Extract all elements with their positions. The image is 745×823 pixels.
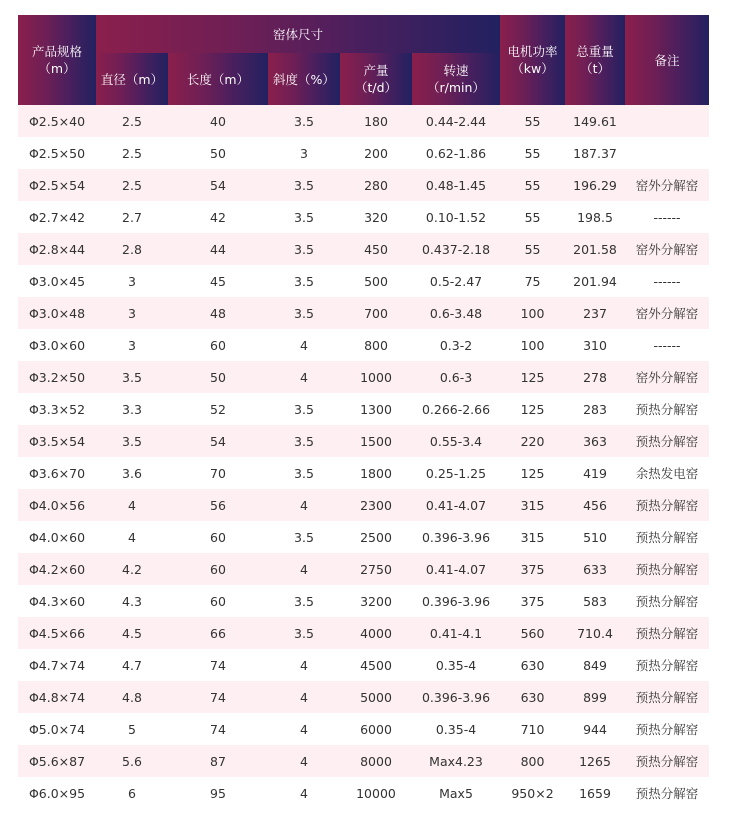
cell-diameter: 6 bbox=[96, 777, 168, 809]
cell-length: 48 bbox=[168, 297, 268, 329]
cell-spec: Φ3.0×48 bbox=[18, 297, 96, 329]
cell-weight: 363 bbox=[565, 425, 625, 457]
cell-power: 55 bbox=[500, 137, 565, 169]
cell-weight: 1265 bbox=[565, 745, 625, 777]
header-weight: 总重量 （t） bbox=[565, 15, 625, 105]
table-body bbox=[18, 105, 709, 809]
cell-spec: Φ3.5×54 bbox=[18, 425, 96, 457]
cell-weight: 187.37 bbox=[565, 137, 625, 169]
cell-power: 100 bbox=[500, 329, 565, 361]
cell-capacity: 8000 bbox=[340, 745, 412, 777]
cell-spec: Φ4.8×74 bbox=[18, 681, 96, 713]
table-header bbox=[18, 15, 709, 105]
cell-length: 50 bbox=[168, 137, 268, 169]
cell-weight: 278 bbox=[565, 361, 625, 393]
cell-capacity: 1500 bbox=[340, 425, 412, 457]
cell-weight: 710.4 bbox=[565, 617, 625, 649]
cell-length: 60 bbox=[168, 329, 268, 361]
cell-remark: 预热分解窑 bbox=[625, 777, 709, 809]
cell-weight: 310 bbox=[565, 329, 625, 361]
cell-speed: Max5 bbox=[412, 777, 500, 809]
cell-speed: 0.437-2.18 bbox=[412, 233, 500, 265]
cell-diameter: 3 bbox=[96, 265, 168, 297]
cell-weight: 237 bbox=[565, 297, 625, 329]
header-power: 电机功率 （kw） bbox=[500, 15, 565, 105]
cell-weight: 201.58 bbox=[565, 233, 625, 265]
cell-diameter: 2.5 bbox=[96, 137, 168, 169]
cell-remark bbox=[625, 105, 709, 137]
cell-weight: 419 bbox=[565, 457, 625, 489]
cell-power: 55 bbox=[500, 169, 565, 201]
table-row bbox=[18, 681, 709, 713]
cell-spec: Φ2.5×50 bbox=[18, 137, 96, 169]
cell-capacity: 280 bbox=[340, 169, 412, 201]
cell-remark: 预热分解窑 bbox=[625, 617, 709, 649]
cell-capacity: 700 bbox=[340, 297, 412, 329]
cell-speed: 0.396-3.96 bbox=[412, 585, 500, 617]
cell-diameter: 4.5 bbox=[96, 617, 168, 649]
cell-slope: 3.5 bbox=[268, 521, 340, 553]
cell-spec: Φ4.0×60 bbox=[18, 521, 96, 553]
cell-slope: 4 bbox=[268, 777, 340, 809]
cell-speed: 0.35-4 bbox=[412, 713, 500, 745]
table-row bbox=[18, 457, 709, 489]
cell-slope: 4 bbox=[268, 649, 340, 681]
cell-capacity: 4000 bbox=[340, 617, 412, 649]
cell-weight: 849 bbox=[565, 649, 625, 681]
cell-capacity: 2300 bbox=[340, 489, 412, 521]
cell-length: 56 bbox=[168, 489, 268, 521]
cell-length: 44 bbox=[168, 233, 268, 265]
cell-spec: Φ4.0×56 bbox=[18, 489, 96, 521]
cell-slope: 3.5 bbox=[268, 265, 340, 297]
cell-diameter: 4 bbox=[96, 521, 168, 553]
header-spec: 产品规格 （m） bbox=[18, 15, 96, 105]
header-slope: 斜度（%） bbox=[268, 53, 340, 105]
cell-weight: 201.94 bbox=[565, 265, 625, 297]
cell-remark: 窑外分解窑 bbox=[625, 233, 709, 265]
cell-capacity: 1800 bbox=[340, 457, 412, 489]
cell-capacity: 3200 bbox=[340, 585, 412, 617]
cell-speed: 0.35-4 bbox=[412, 649, 500, 681]
cell-spec: Φ6.0×95 bbox=[18, 777, 96, 809]
cell-spec: Φ2.5×40 bbox=[18, 105, 96, 137]
cell-speed: 0.48-1.45 bbox=[412, 169, 500, 201]
cell-slope: 3.5 bbox=[268, 105, 340, 137]
table-row bbox=[18, 137, 709, 169]
cell-slope: 4 bbox=[268, 713, 340, 745]
header-diameter: 直径（m） bbox=[96, 53, 168, 105]
cell-slope: 3.5 bbox=[268, 393, 340, 425]
cell-power: 710 bbox=[500, 713, 565, 745]
cell-weight: 510 bbox=[565, 521, 625, 553]
cell-weight: 633 bbox=[565, 553, 625, 585]
cell-length: 45 bbox=[168, 265, 268, 297]
cell-diameter: 3.5 bbox=[96, 361, 168, 393]
cell-slope: 3.5 bbox=[268, 201, 340, 233]
header-capacity: 产量 （t/d） bbox=[340, 53, 412, 105]
cell-spec: Φ2.8×44 bbox=[18, 233, 96, 265]
cell-diameter: 5 bbox=[96, 713, 168, 745]
cell-capacity: 200 bbox=[340, 137, 412, 169]
cell-slope: 3.5 bbox=[268, 425, 340, 457]
cell-diameter: 3 bbox=[96, 297, 168, 329]
cell-slope: 3.5 bbox=[268, 457, 340, 489]
cell-weight: 198.5 bbox=[565, 201, 625, 233]
header-kiln-size: 窑体尺寸 bbox=[96, 15, 500, 53]
cell-speed: 0.6-3 bbox=[412, 361, 500, 393]
cell-length: 60 bbox=[168, 553, 268, 585]
cell-capacity: 500 bbox=[340, 265, 412, 297]
table-row bbox=[18, 489, 709, 521]
cell-length: 54 bbox=[168, 169, 268, 201]
header-remark: 备注 bbox=[625, 15, 709, 105]
cell-speed: 0.6-3.48 bbox=[412, 297, 500, 329]
cell-weight: 1659 bbox=[565, 777, 625, 809]
cell-diameter: 3.6 bbox=[96, 457, 168, 489]
cell-speed: 0.396-3.96 bbox=[412, 521, 500, 553]
cell-slope: 4 bbox=[268, 745, 340, 777]
cell-capacity: 6000 bbox=[340, 713, 412, 745]
cell-remark: 预热分解窑 bbox=[625, 425, 709, 457]
cell-power: 315 bbox=[500, 489, 565, 521]
cell-speed: 0.44-2.44 bbox=[412, 105, 500, 137]
cell-remark: 预热分解窑 bbox=[625, 649, 709, 681]
table-row bbox=[18, 585, 709, 617]
cell-weight: 899 bbox=[565, 681, 625, 713]
cell-power: 560 bbox=[500, 617, 565, 649]
cell-diameter: 4.7 bbox=[96, 649, 168, 681]
cell-speed: 0.55-3.4 bbox=[412, 425, 500, 457]
cell-speed: 0.25-1.25 bbox=[412, 457, 500, 489]
cell-capacity: 1300 bbox=[340, 393, 412, 425]
cell-power: 125 bbox=[500, 457, 565, 489]
cell-power: 950×2 bbox=[500, 777, 565, 809]
cell-capacity: 4500 bbox=[340, 649, 412, 681]
cell-slope: 3.5 bbox=[268, 617, 340, 649]
cell-length: 66 bbox=[168, 617, 268, 649]
table-row bbox=[18, 777, 709, 809]
table-row bbox=[18, 361, 709, 393]
cell-capacity: 800 bbox=[340, 329, 412, 361]
cell-power: 315 bbox=[500, 521, 565, 553]
cell-length: 70 bbox=[168, 457, 268, 489]
cell-diameter: 2.7 bbox=[96, 201, 168, 233]
cell-power: 125 bbox=[500, 361, 565, 393]
cell-length: 95 bbox=[168, 777, 268, 809]
cell-capacity: 1000 bbox=[340, 361, 412, 393]
cell-diameter: 4.3 bbox=[96, 585, 168, 617]
cell-spec: Φ4.2×60 bbox=[18, 553, 96, 585]
cell-speed: 0.10-1.52 bbox=[412, 201, 500, 233]
cell-length: 42 bbox=[168, 201, 268, 233]
cell-spec: Φ4.3×60 bbox=[18, 585, 96, 617]
cell-weight: 283 bbox=[565, 393, 625, 425]
cell-power: 375 bbox=[500, 585, 565, 617]
cell-diameter: 3.5 bbox=[96, 425, 168, 457]
cell-power: 630 bbox=[500, 649, 565, 681]
cell-slope: 3.5 bbox=[268, 233, 340, 265]
cell-length: 40 bbox=[168, 105, 268, 137]
cell-spec: Φ2.5×54 bbox=[18, 169, 96, 201]
cell-diameter: 2.8 bbox=[96, 233, 168, 265]
cell-speed: 0.41-4.1 bbox=[412, 617, 500, 649]
cell-capacity: 180 bbox=[340, 105, 412, 137]
table-row bbox=[18, 745, 709, 777]
cell-diameter: 4.2 bbox=[96, 553, 168, 585]
cell-length: 50 bbox=[168, 361, 268, 393]
cell-slope: 4 bbox=[268, 553, 340, 585]
cell-power: 100 bbox=[500, 297, 565, 329]
table-row bbox=[18, 521, 709, 553]
cell-spec: Φ3.0×60 bbox=[18, 329, 96, 361]
cell-weight: 456 bbox=[565, 489, 625, 521]
cell-length: 52 bbox=[168, 393, 268, 425]
cell-length: 74 bbox=[168, 681, 268, 713]
cell-weight: 944 bbox=[565, 713, 625, 745]
cell-remark: 余热发电窑 bbox=[625, 457, 709, 489]
header-length: 长度（m） bbox=[168, 53, 268, 105]
cell-remark: 预热分解窑 bbox=[625, 521, 709, 553]
cell-capacity: 320 bbox=[340, 201, 412, 233]
cell-remark: 窑外分解窑 bbox=[625, 297, 709, 329]
rotary-kiln-spec-table bbox=[18, 15, 709, 809]
cell-spec: Φ4.7×74 bbox=[18, 649, 96, 681]
cell-remark: 预热分解窑 bbox=[625, 713, 709, 745]
table-row bbox=[18, 265, 709, 297]
cell-spec: Φ5.0×74 bbox=[18, 713, 96, 745]
table-row bbox=[18, 297, 709, 329]
table-row bbox=[18, 169, 709, 201]
table-row bbox=[18, 105, 709, 137]
table-row bbox=[18, 201, 709, 233]
cell-capacity: 10000 bbox=[340, 777, 412, 809]
cell-power: 75 bbox=[500, 265, 565, 297]
cell-speed: 0.41-4.07 bbox=[412, 553, 500, 585]
cell-speed: 0.396-3.96 bbox=[412, 681, 500, 713]
cell-power: 375 bbox=[500, 553, 565, 585]
cell-remark: 预热分解窑 bbox=[625, 585, 709, 617]
cell-power: 800 bbox=[500, 745, 565, 777]
cell-remark: 预热分解窑 bbox=[625, 681, 709, 713]
cell-diameter: 2.5 bbox=[96, 105, 168, 137]
header-speed: 转速 （r/min） bbox=[412, 53, 500, 105]
spec-table-container bbox=[18, 15, 709, 809]
cell-diameter: 4.8 bbox=[96, 681, 168, 713]
table-row bbox=[18, 553, 709, 585]
cell-speed: 0.41-4.07 bbox=[412, 489, 500, 521]
cell-power: 55 bbox=[500, 105, 565, 137]
cell-power: 220 bbox=[500, 425, 565, 457]
cell-weight: 583 bbox=[565, 585, 625, 617]
cell-length: 87 bbox=[168, 745, 268, 777]
cell-remark: 预热分解窑 bbox=[625, 553, 709, 585]
cell-power: 55 bbox=[500, 233, 565, 265]
cell-power: 125 bbox=[500, 393, 565, 425]
cell-diameter: 5.6 bbox=[96, 745, 168, 777]
table-row bbox=[18, 649, 709, 681]
table-row bbox=[18, 617, 709, 649]
table-row bbox=[18, 713, 709, 745]
cell-capacity: 2750 bbox=[340, 553, 412, 585]
cell-spec: Φ2.7×42 bbox=[18, 201, 96, 233]
cell-speed: 0.266-2.66 bbox=[412, 393, 500, 425]
table-row bbox=[18, 329, 709, 361]
table-row bbox=[18, 233, 709, 265]
cell-remark bbox=[625, 137, 709, 169]
cell-weight: 149.61 bbox=[565, 105, 625, 137]
cell-speed: 0.62-1.86 bbox=[412, 137, 500, 169]
cell-length: 74 bbox=[168, 713, 268, 745]
cell-power: 55 bbox=[500, 201, 565, 233]
table-row bbox=[18, 425, 709, 457]
cell-slope: 3.5 bbox=[268, 585, 340, 617]
cell-diameter: 2.5 bbox=[96, 169, 168, 201]
cell-slope: 3.5 bbox=[268, 297, 340, 329]
cell-spec: Φ5.6×87 bbox=[18, 745, 96, 777]
cell-length: 54 bbox=[168, 425, 268, 457]
cell-diameter: 3.3 bbox=[96, 393, 168, 425]
cell-diameter: 4 bbox=[96, 489, 168, 521]
cell-speed: Max4.23 bbox=[412, 745, 500, 777]
cell-remark: ------ bbox=[625, 265, 709, 297]
cell-slope: 4 bbox=[268, 489, 340, 521]
cell-slope: 4 bbox=[268, 361, 340, 393]
cell-speed: 0.5-2.47 bbox=[412, 265, 500, 297]
cell-length: 74 bbox=[168, 649, 268, 681]
cell-speed: 0.3-2 bbox=[412, 329, 500, 361]
cell-spec: Φ3.3×52 bbox=[18, 393, 96, 425]
cell-spec: Φ4.5×66 bbox=[18, 617, 96, 649]
cell-diameter: 3 bbox=[96, 329, 168, 361]
cell-weight: 196.29 bbox=[565, 169, 625, 201]
cell-power: 630 bbox=[500, 681, 565, 713]
cell-capacity: 2500 bbox=[340, 521, 412, 553]
cell-remark: 预热分解窑 bbox=[625, 393, 709, 425]
cell-slope: 3.5 bbox=[268, 169, 340, 201]
cell-length: 60 bbox=[168, 585, 268, 617]
cell-remark: 窑外分解窑 bbox=[625, 361, 709, 393]
cell-slope: 3 bbox=[268, 137, 340, 169]
cell-slope: 4 bbox=[268, 329, 340, 361]
cell-spec: Φ3.2×50 bbox=[18, 361, 96, 393]
cell-capacity: 450 bbox=[340, 233, 412, 265]
cell-length: 60 bbox=[168, 521, 268, 553]
cell-spec: Φ3.0×45 bbox=[18, 265, 96, 297]
cell-remark: ------ bbox=[625, 201, 709, 233]
cell-remark: 窑外分解窑 bbox=[625, 169, 709, 201]
table-row bbox=[18, 393, 709, 425]
cell-remark: ------ bbox=[625, 329, 709, 361]
cell-capacity: 5000 bbox=[340, 681, 412, 713]
cell-remark: 预热分解窑 bbox=[625, 745, 709, 777]
cell-slope: 4 bbox=[268, 681, 340, 713]
cell-spec: Φ3.6×70 bbox=[18, 457, 96, 489]
cell-remark: 预热分解窑 bbox=[625, 489, 709, 521]
